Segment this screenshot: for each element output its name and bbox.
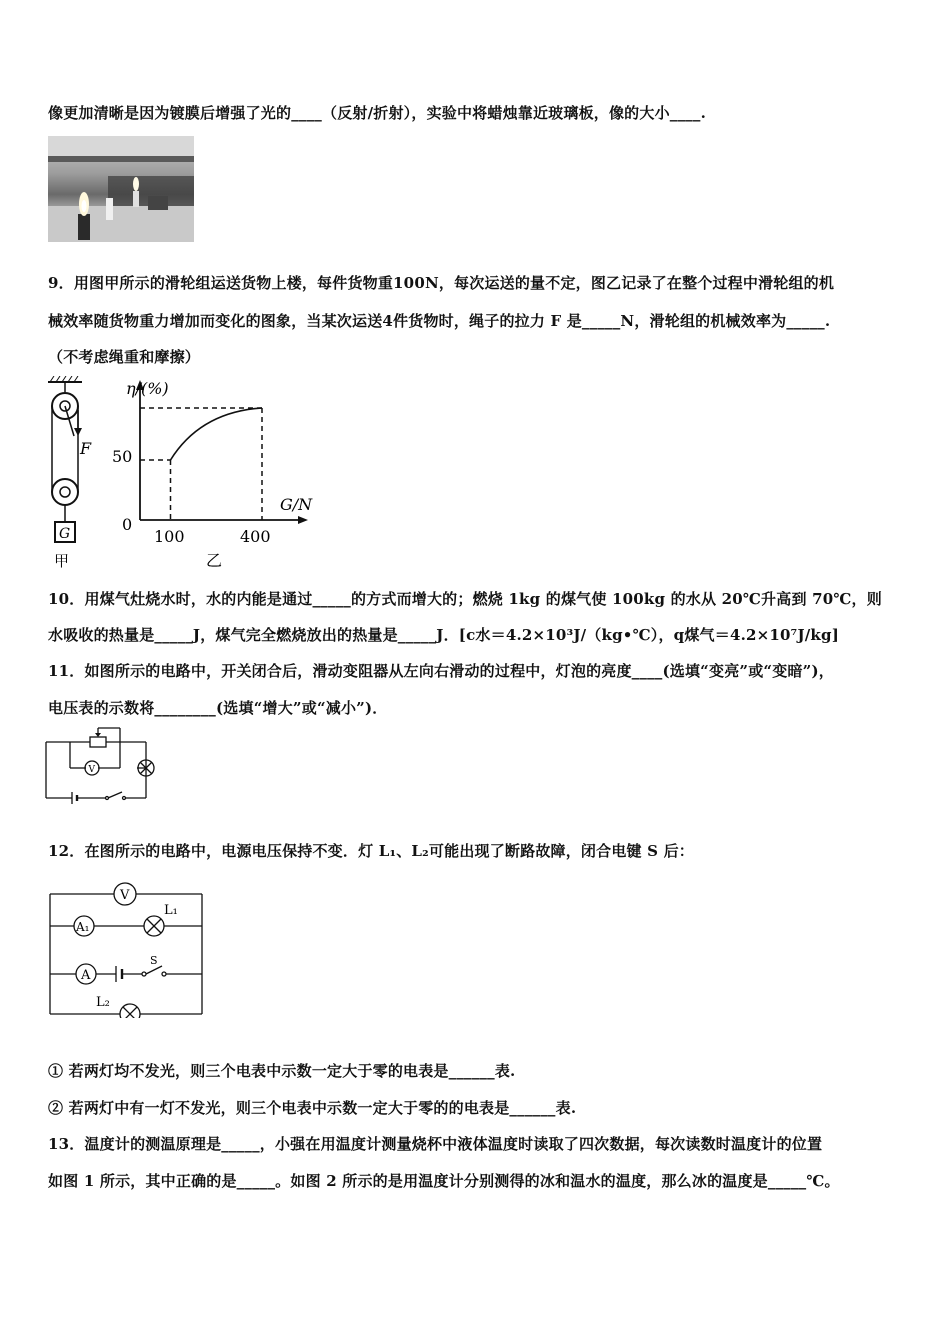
lamp-l1-label: L₁ — [164, 903, 178, 918]
y-tick-label-50: 50 — [112, 447, 133, 466]
switch-s-label: S — [150, 954, 158, 967]
y-axis-label: η/(%) — [126, 379, 169, 398]
voltmeter-label: V — [88, 765, 95, 775]
circuit-q12 — [46, 880, 206, 1018]
q12-text-line1: 12．在图所示的电路中，电源电压保持不变．灯 L₁、L₂可能出现了断路故障，闭合电键 S 后： — [48, 842, 695, 860]
q13-text-line1: 13．温度计的测温原理是_____，小强在用温度计测量烧杯中液体温度时读取了四次数据，每次读数时温度计的位置 — [48, 1135, 823, 1153]
figure-jia-caption: 甲 — [54, 552, 70, 570]
x-axis-arrow — [298, 516, 308, 524]
q8-text-line1: 像更加清晰是因为镀膜后增强了光的____（反射/折射），实验中将蜡烛靠近玻璃板，像的大小____. — [48, 104, 707, 122]
pulley-diagram — [40, 376, 110, 570]
q12-voltmeter-label: V — [120, 888, 130, 903]
candle-photo — [48, 136, 194, 242]
x-axis-label: G/N — [280, 495, 313, 514]
q11-text-line1: 11．如图所示的电路中，开关闭合后，滑动变阻器从左向右滑动的过程中，灯泡的亮度____(选填“变亮”或“变暗”)， — [48, 662, 834, 680]
q10-text-line1: 10．用煤气灶烧水时，水的内能是通过_____的方式而增大的；燃烧 1kg 的煤气使 100kg 的水从 20℃升高到 70℃，则 — [48, 590, 882, 608]
q11-text-line2: 电压表的示数将________(选填“增大”或“减小”)． — [48, 699, 388, 717]
origin-tick-label: 0 — [122, 515, 133, 534]
x-tick-label-100: 100 — [154, 527, 185, 546]
q13-text-line2: 如图 1 所示，其中正确的是_____。如图 2 所示的是用温度计分别测得的冰和温水的温度，那么冰的温度是_____℃。 — [48, 1172, 840, 1190]
q9-text-line1: 9．用图甲所示的滑轮组运送货物上楼，每件货物重100N，每次运送的量不定，图乙记录了在整个过程中滑轮组的机 — [48, 274, 835, 292]
ammeter-a-label: A — [81, 968, 91, 983]
q10-text-line2: 水吸收的热量是_____J，煤气完全燃烧放出的热量是_____J．[c水＝4.2×10³J/（kg•℃），q煤气＝4.2×10⁷J/kg] — [48, 626, 840, 644]
ammeter-a1-label: A₁ — [76, 920, 90, 934]
force-label: F — [80, 439, 92, 458]
circuit-q11 — [42, 724, 162, 804]
efficiency-curve — [171, 408, 263, 460]
weight-label: G — [59, 526, 71, 542]
q12-sub2: ② 若两灯中有一灯不发光，则三个电表中示数一定大于零的的电表是______表. — [48, 1099, 577, 1117]
figure-yi-caption: 乙 — [206, 551, 223, 570]
q12-sub1: ① 若两灯均不发光，则三个电表中示数一定大于零的电表是______表. — [48, 1062, 516, 1080]
lamp-l2-label: L₂ — [96, 995, 110, 1010]
q9-text-line3: （不考虑绳重和摩擦） — [48, 348, 201, 366]
x-tick-label-400: 400 — [240, 527, 271, 546]
efficiency-chart — [112, 370, 322, 574]
q9-text-line2: 械效率随货物重力增加而变化的图象，当某次运送4件货物时，绳子的拉力 F 是_____N，滑轮组的机械效率为_____. — [48, 312, 831, 330]
